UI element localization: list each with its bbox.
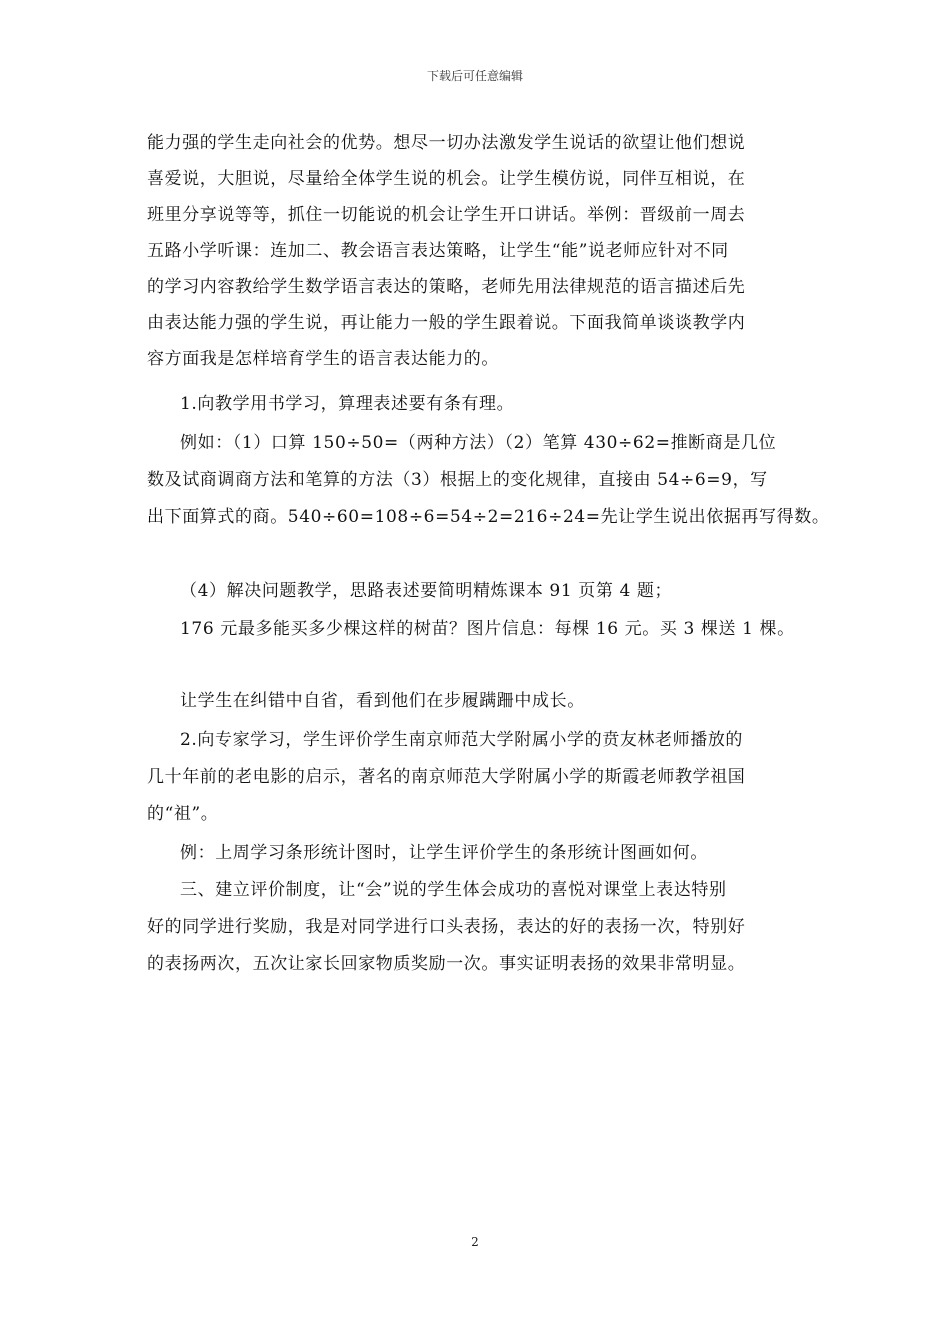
paragraph-line: （4）解决问题教学，思路表述要简明精炼课本 91 页第 4 题； <box>180 581 673 601</box>
paragraph-line: 让学生在纠错中自省，看到他们在步履蹒跚中成长。 <box>180 691 585 711</box>
section-heading-line: 三、建立评价制度，让“会”说的学生体会成功的喜悦对课堂上表达特别 <box>180 880 727 900</box>
page-header: 下载后可任意编辑 <box>426 69 523 83</box>
paragraph-line: 的“祖”。 <box>147 804 219 824</box>
paragraph-line: 几十年前的老电影的启示，著名的南京师范大学附属小学的斯霞老师教学祖国 <box>147 767 746 787</box>
paragraph-line: 喜爱说，大胆说，尽量给全体学生说的机会。让学生模仿说，同伴互相说，在 <box>147 169 746 189</box>
paragraph-line: 数及试商调商方法和笔算的方法（3）根据上的变化规律，直接由 54÷6=9，写 <box>147 470 768 490</box>
paragraph-line: 能力强的学生走向社会的优势。想尽一切办法激发学生说话的欲望让他们想说 <box>147 133 746 153</box>
paragraph-line: 的表扬两次，五次让家长回家物质奖励一次。事实证明表扬的效果非常明显。 <box>147 954 746 974</box>
paragraph-line: 好的同学进行奖励，我是对同学进行口头表扬，表达的好的表扬一次，特别好 <box>147 917 746 937</box>
paragraph-line: 出下面算式的商。540÷60=108÷6=54÷2=216÷24=先让学生说出依据再写得数。 <box>147 507 830 527</box>
paragraph-line: 例如：（1）口算 150÷50=（两种方法）（2）笔算 430÷62=推断商是几位 <box>180 433 777 453</box>
page-number: 2 <box>471 1235 479 1249</box>
paragraph-line: 176 元最多能买多少棵这样的树苗？图片信息：每棵 16 元。买 3 棵送 1 棵。 <box>180 619 795 639</box>
paragraph-line: 五路小学听课：连加二、教会语言表达策略，让学生“能”说老师应针对不同 <box>147 241 729 261</box>
paragraph-line: 容方面我是怎样培育学生的语言表达能力的。 <box>147 349 499 369</box>
list-item-heading: 2.向专家学习，学生评价学生南京师范大学附属小学的贲友林老师播放的 <box>180 730 744 750</box>
paragraph-line: 班里分享说等等，抓住一切能说的机会让学生开口讲话。举例：晋级前一周去 <box>147 205 746 225</box>
paragraph-line: 由表达能力强的学生说，再让能力一般的学生跟着说。下面我简单谈谈教学内 <box>147 313 746 333</box>
paragraph-line: 的学习内容教给学生数学语言表达的策略，老师先用法律规范的语言描述后先 <box>147 277 746 297</box>
list-item-heading: 1.向教学用书学习，算理表述要有条有理。 <box>180 394 515 414</box>
paragraph-line: 例：上周学习条形统计图时，让学生评价学生的条形统计图画如何。 <box>180 843 708 863</box>
